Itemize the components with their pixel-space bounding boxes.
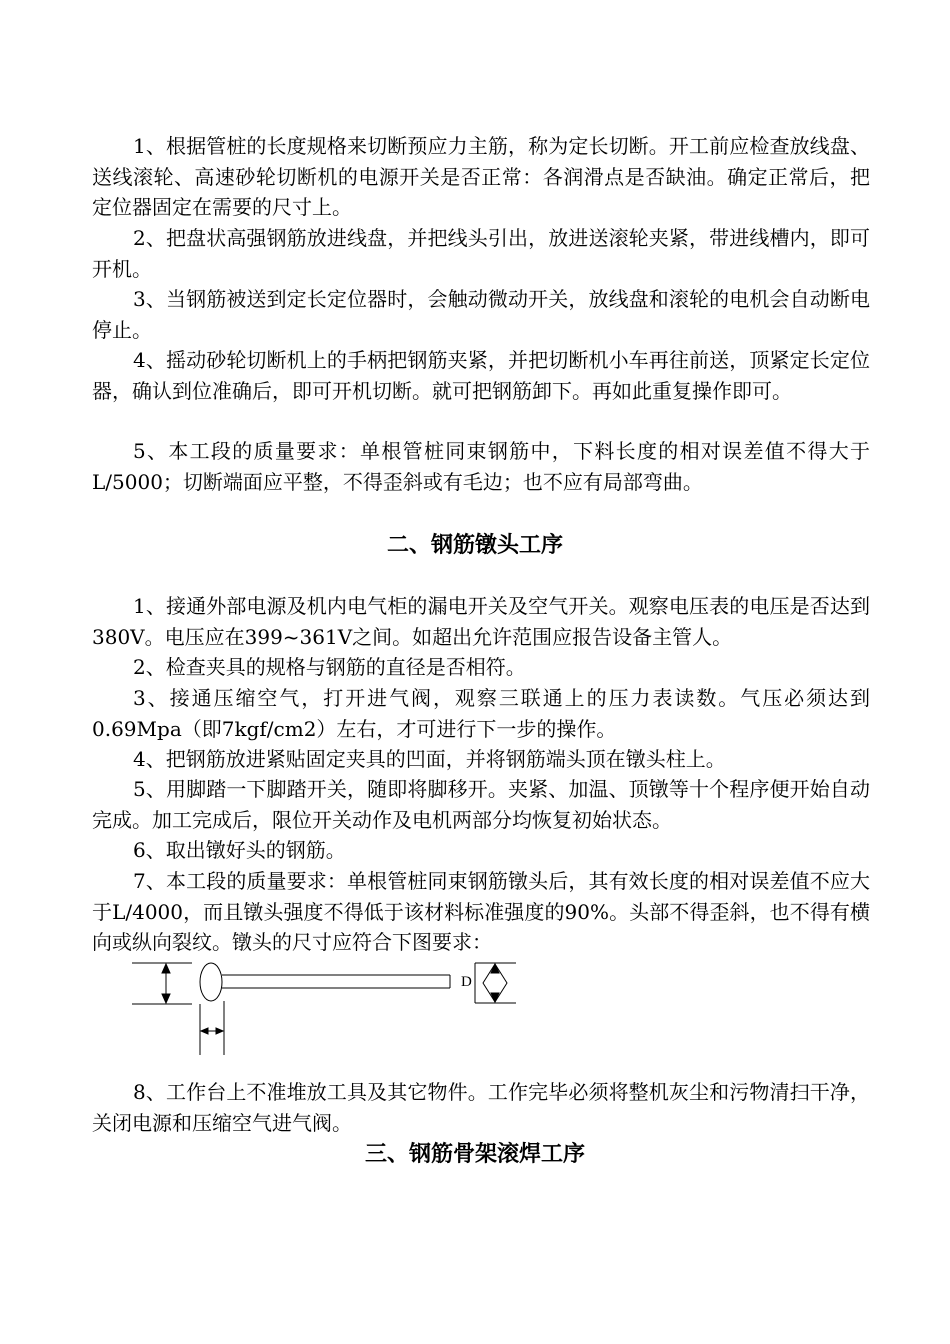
- upset-head-shape: [200, 963, 222, 1001]
- section2-paragraph-4: 4、把钢筋放进紧贴固定夹具的凹面，并将钢筋端头顶在镦头柱上。: [133, 747, 726, 771]
- section2-paragraph-1: 1、接通外部电源及机内电气柜的漏电开关及空气开关。观察电压表的电压是否达到380V。电压应在399~361V之间。如超出允许范围应报告设备主管人。: [92, 594, 870, 649]
- section2-paragraph-5: 5、用脚踏一下脚踏开关，随即将脚移开。夹紧、加温、顶镦等十个程序便开始自动完成。加工完成后，限位开关动作及电机两部分均恢复初始状态。: [92, 777, 870, 832]
- section1-paragraph-1: 1、根据管桩的长度规格来切断预应力主筋，称为定长切断。开工前应检查放线盘、送线滚轮、高速砂轮切断机的电源开关是否正常：各润滑点是否缺油。确定正常后，把定位器固定在需要的尺寸上。: [92, 134, 870, 219]
- section2-paragraph-2: 2、检查夹具的规格与钢筋的直径是否相符。: [133, 655, 526, 679]
- section2-paragraph-6: 6、取出镦好头的钢筋。: [133, 838, 346, 862]
- section2-paragraph-3: 3、接通压缩空气，打开进气阀，观察三联通上的压力表读数。气压必须达到0.69Mpa（即7kgf/cm2）左右，才可进行下一步的操作。: [92, 686, 870, 741]
- arrow-head-down: [162, 994, 170, 1003]
- arrow-head-right: [216, 1028, 223, 1034]
- section2-heading: 二、钢筋镦头工序: [386, 533, 563, 558]
- section1-paragraph-2: 2、把盘状高强钢筋放进线盘，并把线头引出，放进送滚轮夹紧，带进线槽内，即可开机。: [92, 226, 870, 281]
- section2-paragraph-8: 8、工作台上不准堆放工具及其它物件。工作完毕必须将整机灰尘和污物清扫干净，关闭电源和压缩空气进气阀。: [92, 1080, 870, 1135]
- arrow-head-left: [201, 1028, 208, 1034]
- upset-head-dimension-diagram: [128, 955, 528, 1060]
- section1-paragraph-3: 3、当钢筋被送到定长定位器时，会触动微动开关，放线盘和滚轮的电机会自动断电停止。: [92, 287, 870, 342]
- section1-paragraph-5: 5、本工段的质量要求：单根管桩同束钢筋中，下料长度的相对误差值不得大于L/5000；切断端面应平整，不得歪斜或有毛边；也不应有局部弯曲。: [92, 439, 870, 494]
- section2-paragraph-7: 7、本工段的质量要求：单根管桩同束钢筋镦头后，其有效长度的相对误差值不应大于L/4000，而且镦头强度不得低于该材料标准强度的90%。头部不得歪斜，也不得有横向或纵向裂纹。镦头的尺寸应符合下图要求：: [92, 869, 870, 954]
- diameter-label: D: [461, 974, 472, 990]
- section3-heading: 三、钢筋骨架滚焊工序: [364, 1142, 585, 1167]
- section1-paragraph-4: 4、摇动砂轮切断机上的手柄把钢筋夹紧，并把切断机小车再往前送，顶紧定长定位器，确认到位准确后，即可开机切断。就可把钢筋卸下。再如此重复操作即可。: [92, 348, 870, 403]
- arrow-head-up: [162, 964, 170, 973]
